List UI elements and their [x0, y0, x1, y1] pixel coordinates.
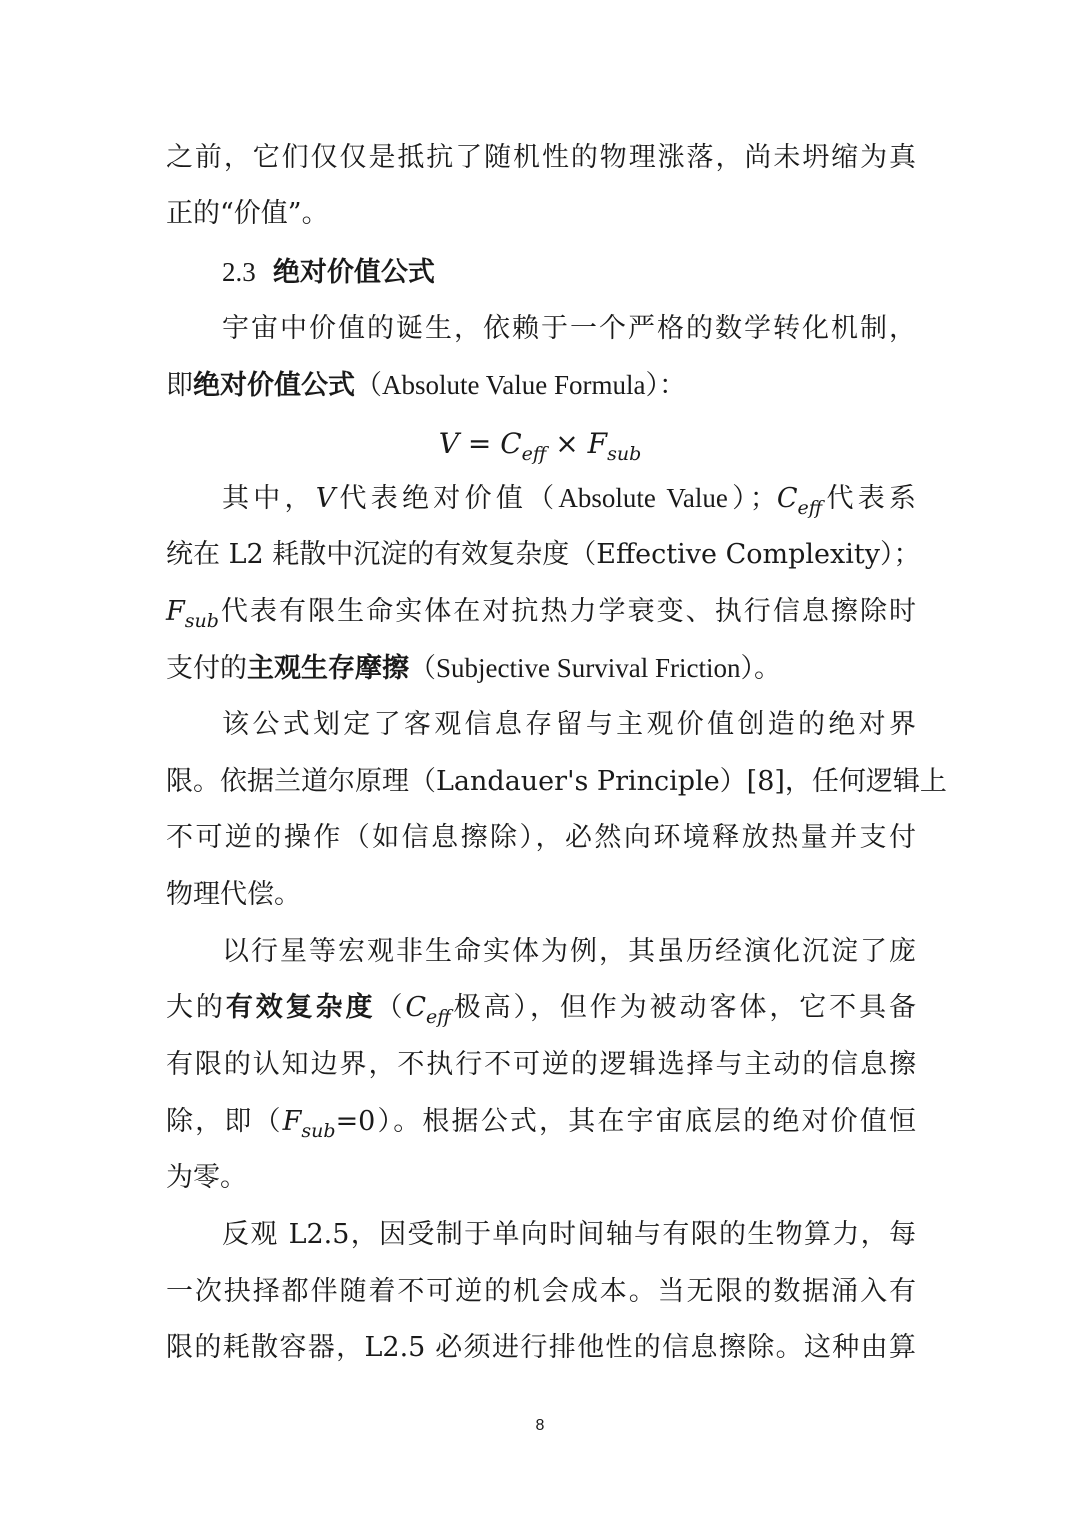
- text-line: 正的“价值”。: [166, 198, 329, 229]
- math-op: =: [458, 427, 501, 460]
- text-line: 限。依据兰道尔原理（Landauer's Principle）[8]，任何逻辑上: [166, 766, 947, 797]
- text-line: [166, 365, 916, 405]
- text-line: 支付的主观生存摩擦（Subjective Survival Friction）。: [166, 653, 781, 684]
- math-symbol: $F_{sub}$: [282, 1106, 336, 1142]
- text-line: 其中，V代表绝对价值（Absolute Value）；$C_{eff}$代表系: [222, 483, 917, 519]
- section-title: 绝对价值公式: [272, 257, 435, 288]
- page-number: 8: [535, 1417, 545, 1434]
- text-span: 即: [166, 370, 193, 401]
- text-line: 不可逆的操作（如信息擦除），必然向环境释放热量并支付: [166, 822, 916, 853]
- text-line: 物理代偿。: [166, 879, 301, 910]
- math-symbol: $F_{sub}$: [166, 596, 219, 632]
- math-symbol: $C_{eff}$: [776, 483, 823, 519]
- math-symbol: $C_{eff}$: [405, 992, 451, 1028]
- formula: [0, 424, 1080, 474]
- text-line: 除，即$(F_{sub}=0)$。根据公式，其在宇宙底层的绝对价值恒: [166, 1106, 916, 1142]
- math-symbol: $C_{eff}$: [500, 427, 547, 465]
- text-line: 为零。: [166, 1162, 247, 1193]
- text-line: 该公式划定了客观信息存留与主观价值创造的绝对界: [222, 709, 916, 740]
- text-line: 宇宙中价值的诞生，依赖于一个严格的数学转化机制，: [222, 313, 916, 344]
- section-number: 2.3: [222, 257, 256, 287]
- math-symbol: V: [315, 483, 336, 514]
- text-line: 之前，它们仅仅是抵抗了随机性的物理涨落，尚未坍缩为真: [166, 142, 916, 173]
- term-bold: 有效复杂度: [225, 992, 376, 1023]
- term-bold: 绝对价值公式: [193, 370, 355, 401]
- text-line: 大的有效复杂度（$C_{eff}$极高），但作为被动客体，它不具备: [166, 992, 917, 1028]
- text-line: 一次抉择都伴随着不可逆的机会成本。当无限的数据涌入有: [166, 1276, 916, 1307]
- text-line: 统在 L2 耗散中沉淀的有效复杂度（Effective Complexity）；: [166, 539, 921, 570]
- text-line: 限的耗散容器，L2.5 必须进行排他性的信息擦除。这种由算: [166, 1332, 916, 1363]
- section-heading: [222, 252, 972, 292]
- math-symbol: $F_{sub}$: [587, 427, 642, 465]
- math-symbol: V: [438, 427, 459, 460]
- math-op: ×: [546, 427, 588, 460]
- text-line: $F_{sub}$代表有限生命实体在对抗热力学衰变、执行信息擦除时: [166, 596, 916, 632]
- text-line: 有限的认知边界，不执行不可逆的逻辑选择与主动的信息擦: [166, 1049, 916, 1080]
- text-line: 反观 L2.5，因受制于单向时间轴与有限的生物算力，每: [222, 1219, 916, 1250]
- term-bold: 主观生存摩擦: [247, 653, 409, 684]
- text-line: 以行星等宏观非生命实体为例，其虽历经演化沉淀了庞: [222, 936, 916, 967]
- text-span: （Absolute Value Formula）：: [355, 370, 686, 400]
